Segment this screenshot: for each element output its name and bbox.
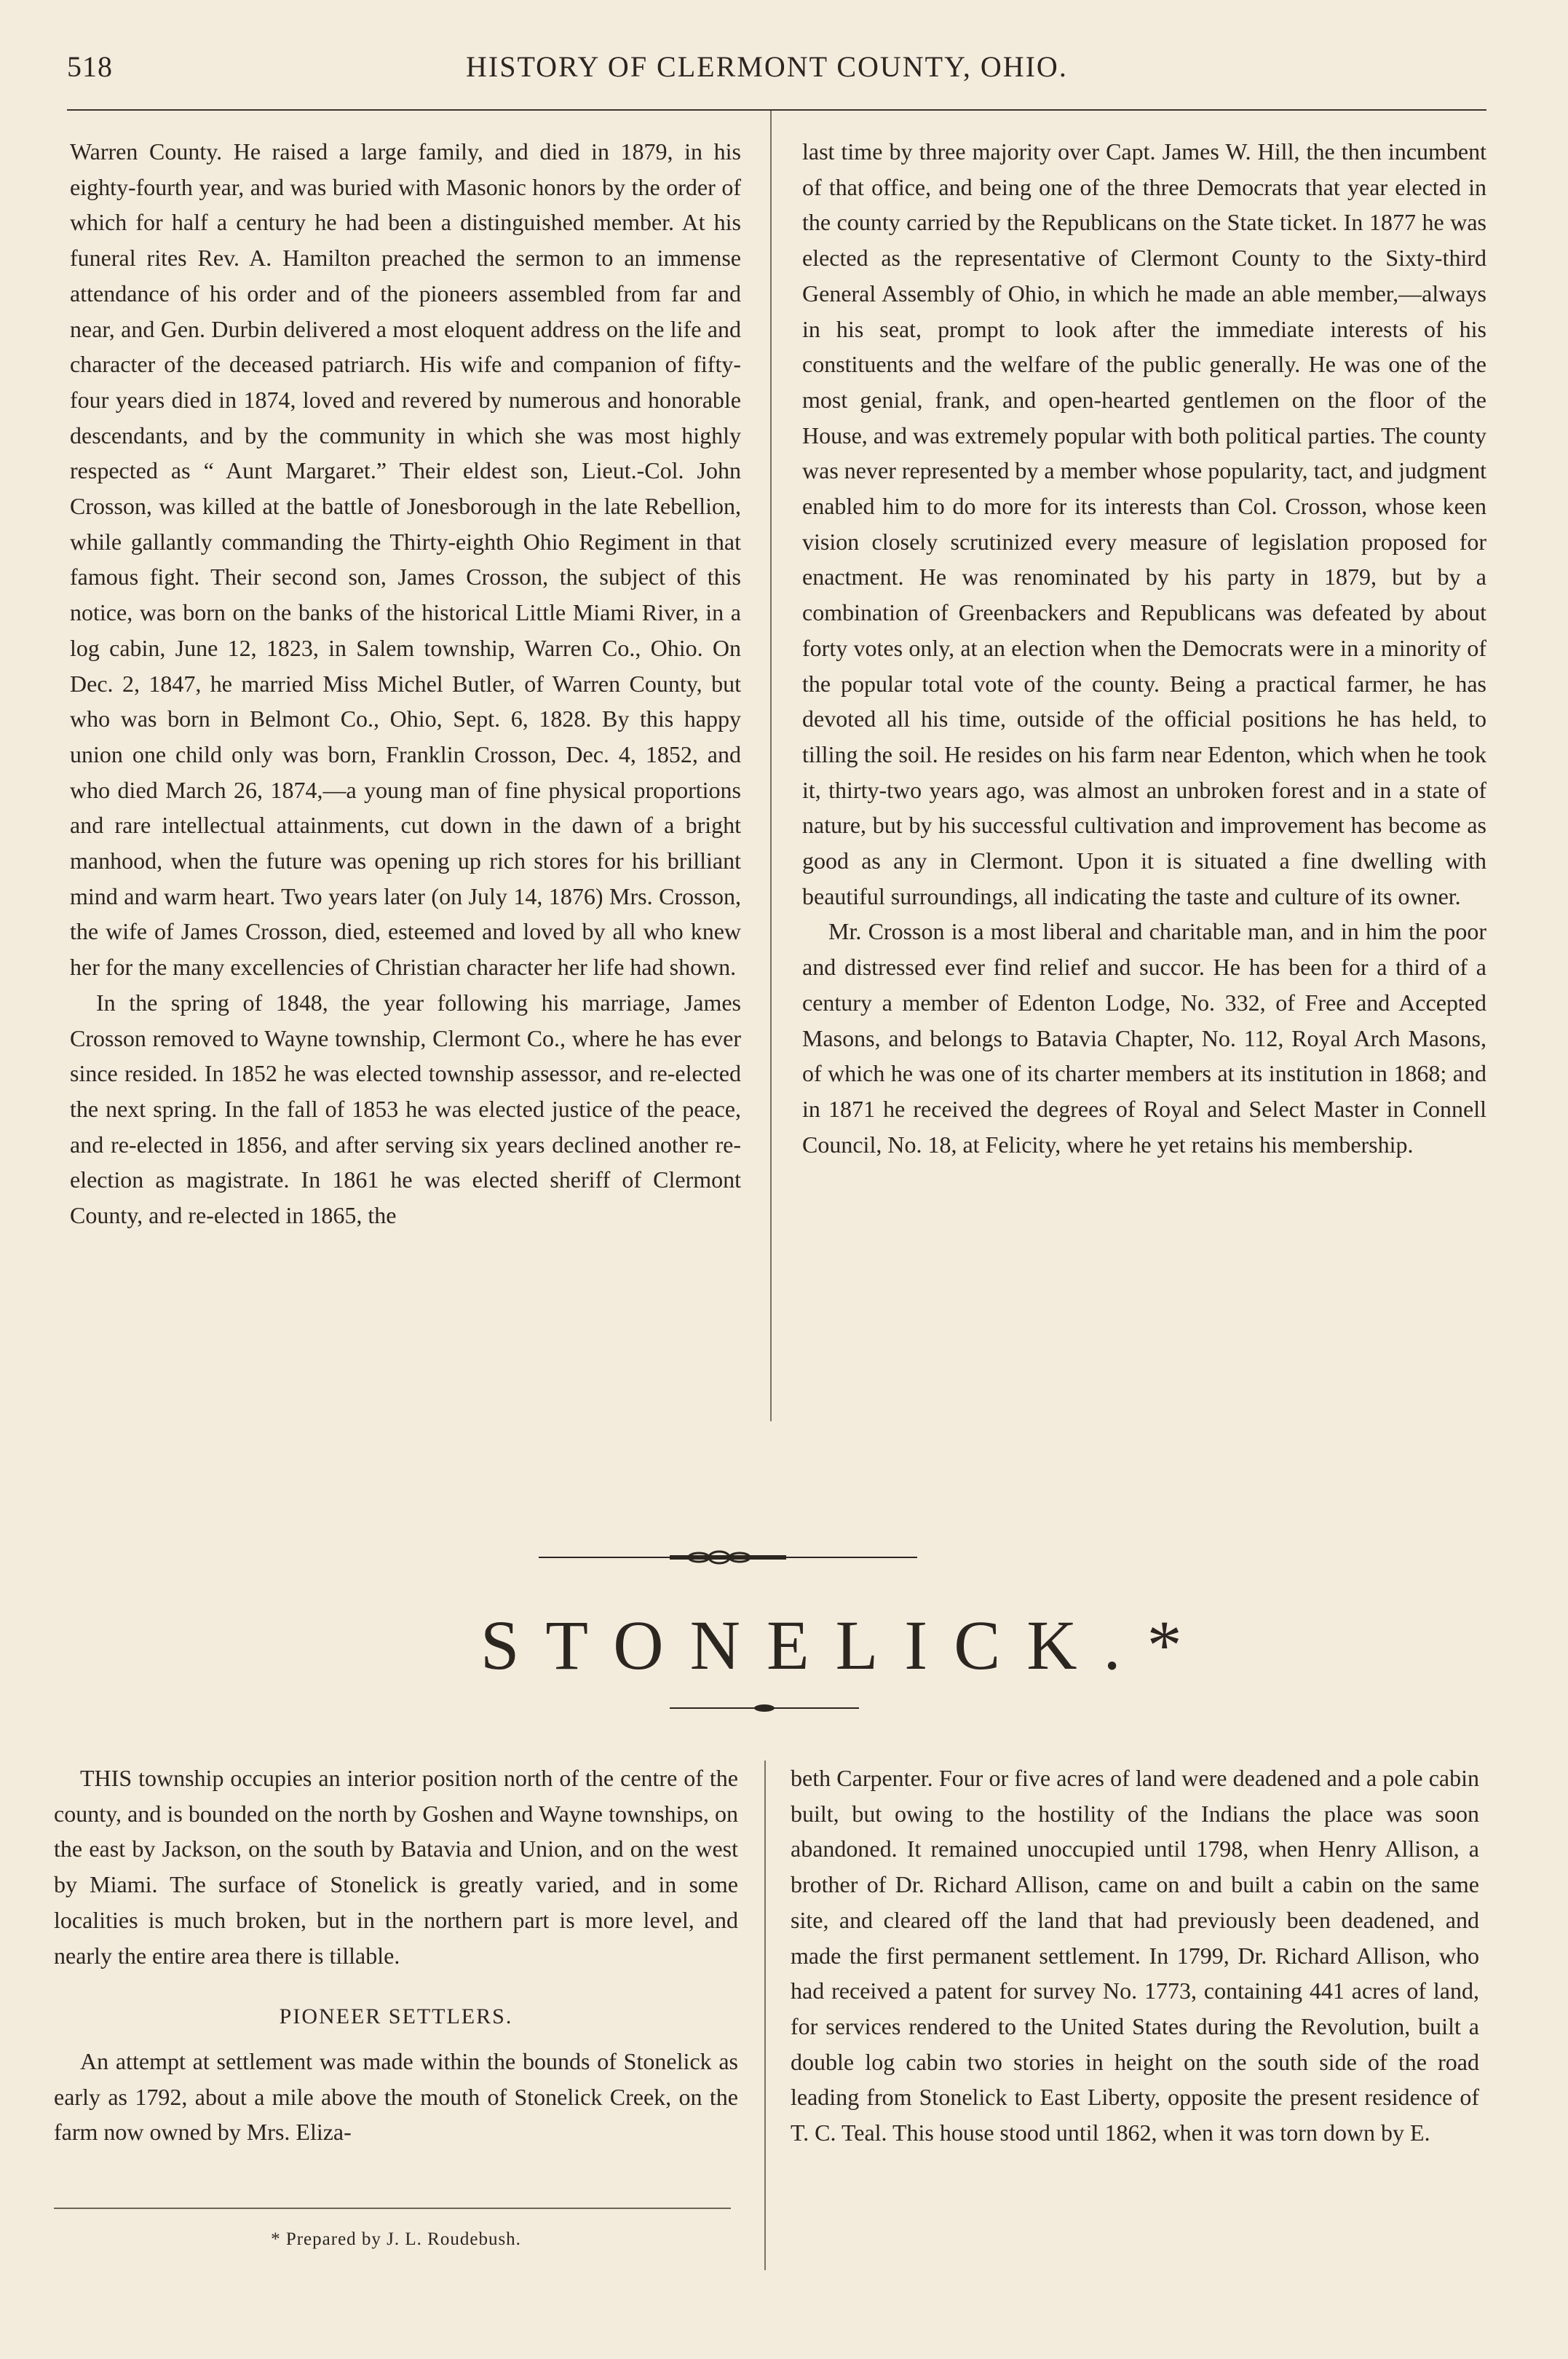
- top-right-column: [802, 134, 1486, 1162]
- section-ornament: [539, 1546, 917, 1568]
- top-left-column: [70, 134, 741, 1233]
- paragraph: last time by three majority over Capt. James W. Hill, the then incumbent of that office, and being one of the three Democrats that year elected in the county carried by the Republicans on the State ticket. In 1877 he was elected as the representative of Clermont County to the Sixty-third General Assembly of Ohio, in which he made an able member,—always in his seat, prompt to look after the immediate interests of his constituents and the welfare of the public generally. He was one of the most genial, frank, and open-hearted gentlemen on the floor of the House, and was extremely popular with both political parties. The county was never represented by a member whose popularity, tact, and judgment enabled him to do more for its interests than Col. Crosson, whose keen vision closely scrutinized every measure of legislation proposed for enactment. He was renominated by his party in 1879, but by a combination of Greenbackers and Republicans was defeated by about forty votes only, at an election when the Democrats were in a minority of the popular total vote of the county. Being a practical farmer, he has devoted all his time, outside of the official positions he has held, to tilling the soil. He resides on his farm near Edenton, which when he took it, thirty-two years ago, was almost an unbroken forest and in a state of nature, but by his successful cultivation and improvement has become as good as any in Clermont. Upon it is situated a fine dwelling with beautiful surroundings, all indicating the taste and culture of its owner.: [802, 138, 1486, 909]
- subheading-pioneer-settlers: PIONEER SETTLERS.: [279, 2004, 513, 2029]
- page-number: 518: [67, 50, 113, 83]
- header-rule: [67, 109, 1486, 111]
- paragraph: Mr. Crosson is a most liberal and charitable man, and in him the poor and distressed ever find relief and succor. He has been for a third of a century a member of Edenton Lodge, No. 332, of Free and Accepted Masons, and belongs to Batavia Chapter, No. 112, Royal Arch Masons, of which he was one of its charter members at its institution in 1868; and in 1871 he received the degrees of Royal and Select Master in Connell Council, No. 18, at Felicity, where he yet retains his membership.: [802, 918, 1486, 1158]
- page-header: [0, 50, 1568, 93]
- section-title: STONELICK.*: [480, 1606, 1208, 1684]
- title-ornament: [670, 1701, 859, 1715]
- paragraph: Warren County. He raised a large family, and died in 1879, in his eighty-fourth year, and was buried with Masonic honors by the order of which for half a century he had been a distinguished member. At his funeral rites Rev. A. Hamilton preached the sermon to an immense attendance of his order and of the pioneers assembled from far and near, and Gen. Durbin delivered a most eloquent address on the life and character of the deceased patriarch. His wife and companion of fifty-four years died in 1874, loved and revered by numerous and honorable descendants, and by the community in which she was most highly respected as “ Aunt Margaret.” Their eldest son, Lieut.-Col. John Crosson, was killed at the battle of Jonesborough in the late Rebellion, while gallantly commanding the Thirty-eighth Ohio Regiment in that famous fight. Their second son, James Crosson, the subject of this notice, was born on the banks of the historical Little Miami River, in a log cabin, June 12, 1823, in Salem township, Warren Co., Ohio. On Dec. 2, 1847, he married Miss Michel Butler, of Warren County, but who was born in Belmont Co., Ohio, Sept. 6, 1828. By this happy union one child only was born, Franklin Crosson, Dec. 4, 1852, and who died March 26, 1874,—a young man of fine physical proportions and rare intellectual attainments, cut down in the dawn of a bright manhood, when the future was opening up rich stores for his brilliant mind and warm heart. Two years later (on July 14, 1876) Mrs. Crosson, the wife of James Crosson, died, esteemed and loved by all who knew her for the many excellencies of Christian character her life had shown.: [70, 138, 741, 981]
- column-divider: [764, 1761, 766, 2270]
- bottom-left-column: [54, 1761, 738, 2150]
- column-divider: [770, 111, 772, 1421]
- paragraph: In the spring of 1848, the year following his marriage, James Crosson removed to Wayne township, Clermont Co., where he has ever since resided. In 1852 he was elected township assessor, and re-elected the next spring. In the fall of 1853 he was elected justice of the peace, and re-elected in 1856, and after serving six years declined another re-election as magistrate. In 1861 he was elected sheriff of Clermont County, and re-elected in 1865, the: [70, 989, 741, 1229]
- running-title: HISTORY OF CLERMONT COUNTY, OHIO.: [466, 50, 1068, 83]
- bottom-right-column: [791, 1761, 1479, 2151]
- footnote-rule: [54, 2208, 731, 2209]
- paragraph: beth Carpenter. Four or five acres of land were deadened and a pole cabin built, but owing to the hostility of the Indians the place was soon abandoned. It remained unoccupied until 1798, when Henry Allison, a brother of Dr. Richard Allison, came on and built a cabin on the same site, and cleared off the land that had previously been deadened, and made the first permanent settlement. In 1799, Dr. Richard Allison, who had received a patent for survey No. 1773, containing 441 acres of land, for services rendered to the United States during the Revolution, built a double log cabin two stories in height on the south side of the road leading from Stonelick to East Liberty, opposite the present residence of T. C. Teal. This house stood until 1862, when it was torn down by E.: [791, 1765, 1479, 2146]
- footnote: * Prepared by J. L. Roudebush.: [271, 2229, 521, 2249]
- paragraph: THIS township occupies an interior position north of the centre of the county, and is bounded on the north by Goshen and Wayne townships, on the east by Jackson, on the south by Batavia and Union, and on the west by Miami. The surface of Stonelick is greatly varied, and in some localities is much broken, but in the northern part is more level, and nearly the entire area there is tillable.: [54, 1765, 738, 1969]
- paragraph: An attempt at settlement was made within the bounds of Stonelick as early as 1792, about a mile above the mouth of Stonelick Creek, on the farm now owned by Mrs. Eliza-: [54, 2047, 738, 2146]
